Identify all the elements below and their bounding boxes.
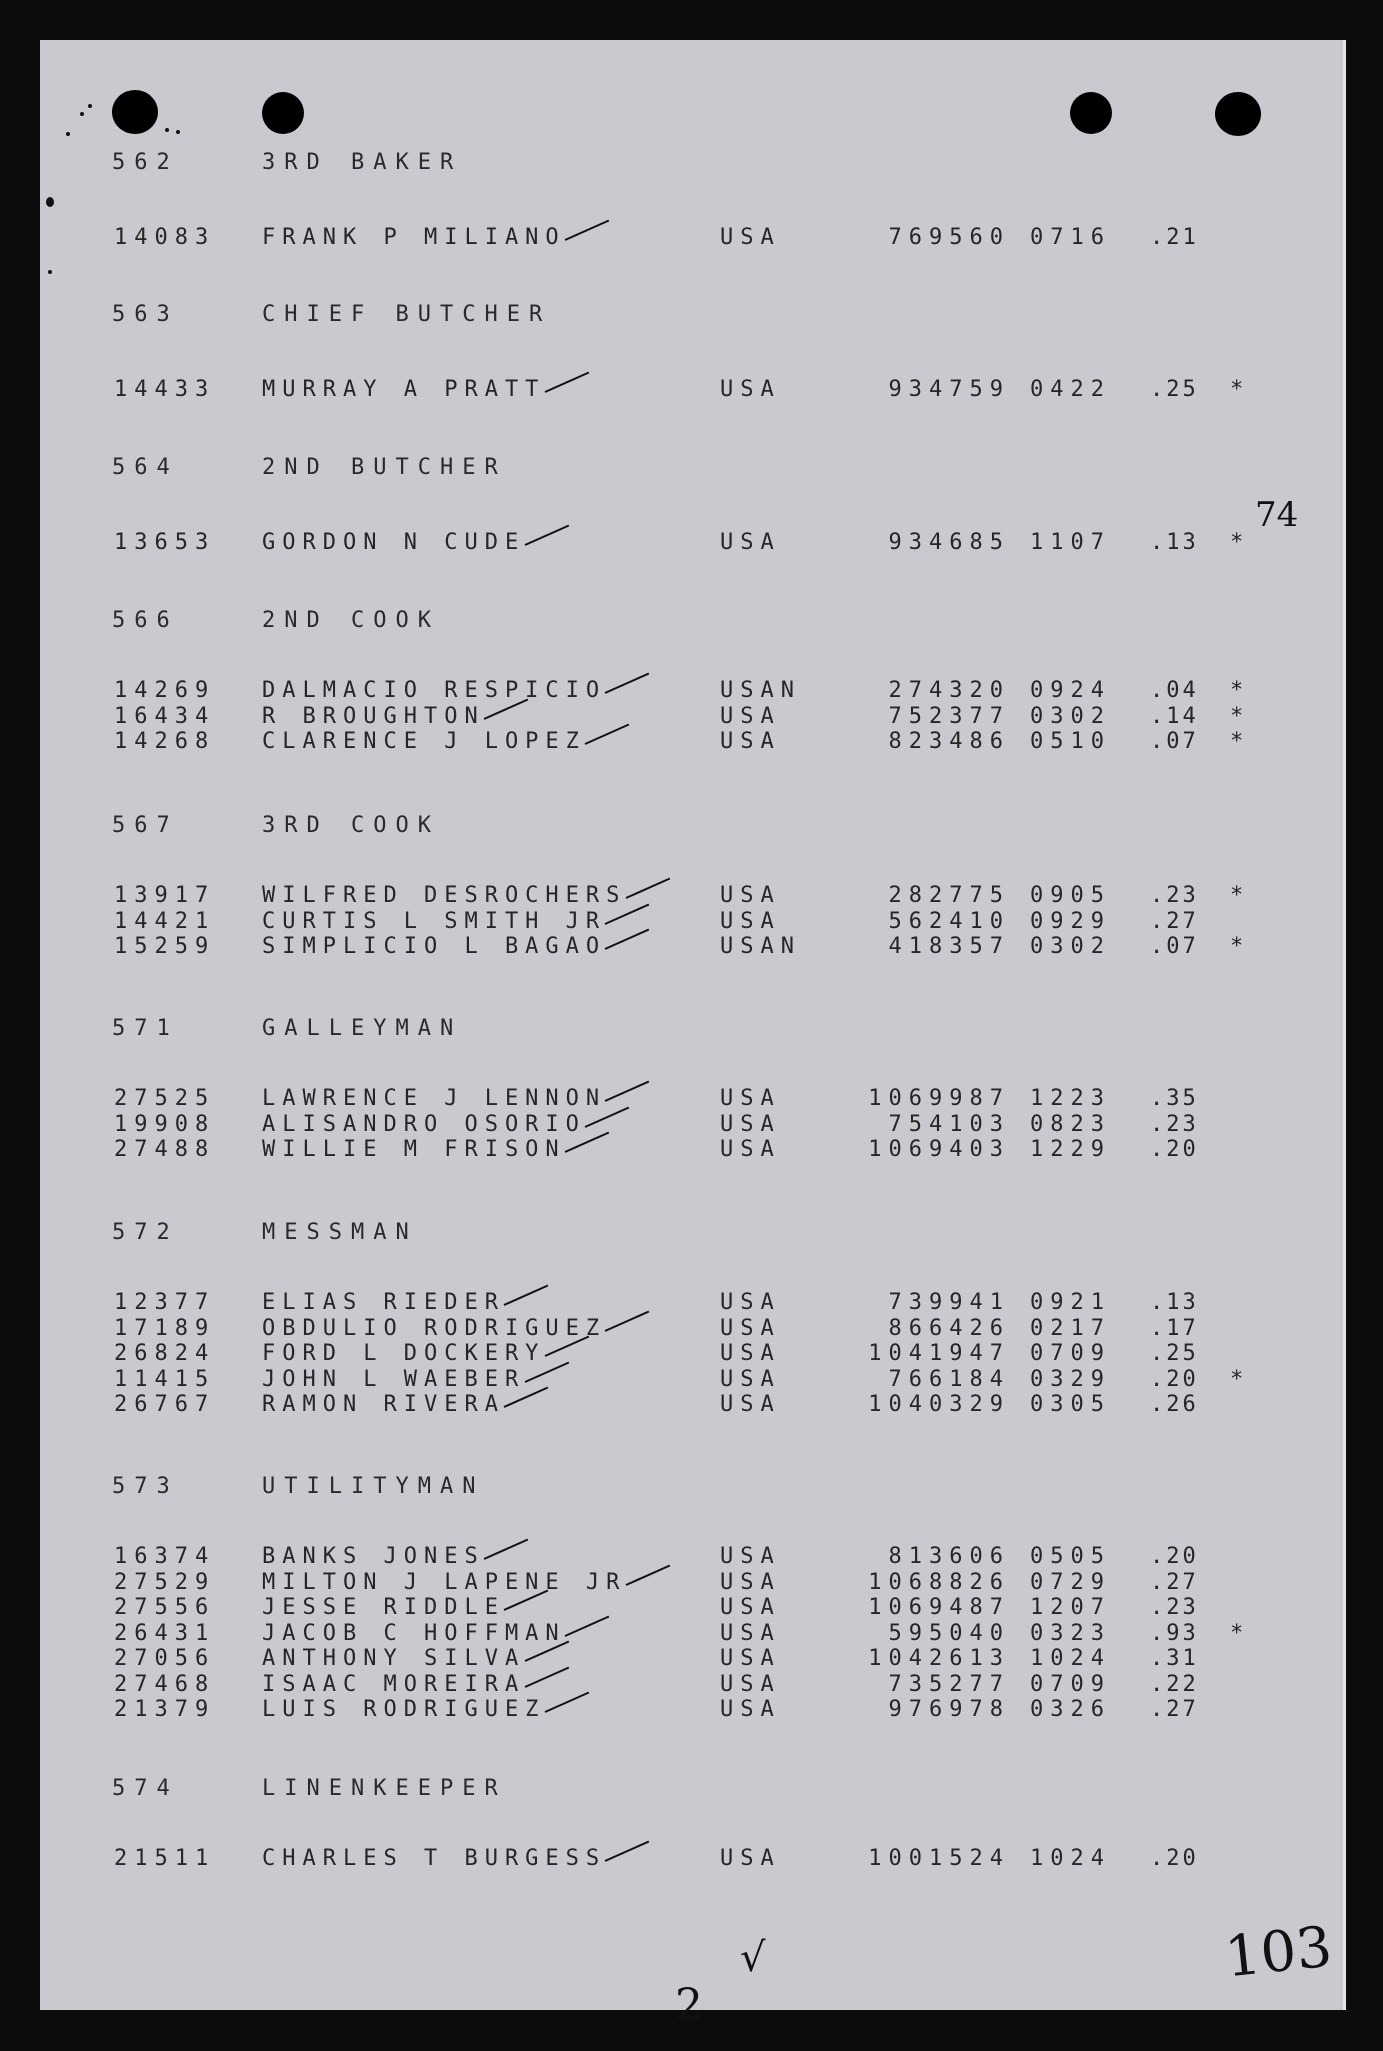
section-code: 563: [112, 302, 179, 327]
date-code: 0217: [1030, 1315, 1111, 1341]
crew-number: 15259: [114, 934, 216, 959]
rate: .07: [1150, 729, 1199, 754]
document-page: [40, 40, 1346, 2031]
date-code: 0505: [1030, 1544, 1111, 1569]
date-code: 0709: [1030, 1671, 1111, 1697]
check-mark: [524, 525, 569, 546]
nationality: USA: [720, 1697, 781, 1722]
date-code: 1229: [1030, 1137, 1111, 1162]
rate: .07: [1150, 934, 1199, 959]
section-title: UTILITYMAN: [262, 1474, 485, 1499]
speck: [88, 104, 92, 108]
margin-number: 74: [1255, 495, 1299, 535]
crew-row: [40, 530, 1343, 556]
id-number: 1069403: [868, 1137, 1010, 1162]
speck: [80, 112, 84, 116]
crew-name: ANTHONY SILVA: [262, 1646, 526, 1671]
crew-row: [40, 704, 1343, 730]
crew-number: 14083: [114, 225, 216, 250]
crew-number: 27056: [114, 1646, 216, 1671]
date-code: 0924: [1030, 678, 1111, 703]
crew-number: 14269: [114, 678, 216, 703]
asterisk-mark: *: [1230, 729, 1251, 754]
rate: .14: [1150, 703, 1199, 729]
nationality: USA: [720, 908, 781, 934]
rate: .25: [1150, 1341, 1199, 1366]
punch-hole: [1215, 92, 1261, 136]
section-title: GALLEYMAN: [262, 1016, 463, 1041]
rate: .25: [1150, 377, 1199, 402]
section-code: 567: [112, 813, 179, 838]
crew-name: LUIS RODRIGUEZ: [262, 1697, 546, 1722]
rate: .20: [1150, 1544, 1199, 1569]
id-number: 274320: [888, 678, 1010, 703]
nationality: USAN: [720, 678, 801, 703]
crew-number: 26767: [114, 1392, 216, 1417]
crew-name: FRANK P MILIANO: [262, 225, 566, 250]
nationality: USA: [720, 1086, 781, 1111]
nationality: USA: [720, 883, 781, 908]
nationality: USA: [720, 1671, 781, 1697]
rate: .35: [1150, 1086, 1199, 1111]
date-code: 1024: [1030, 1846, 1111, 1871]
crew-number: 21379: [114, 1697, 216, 1722]
id-number: 1001524: [868, 1846, 1010, 1871]
id-number: 735277: [888, 1671, 1010, 1697]
section-title: LINENKEEPER: [262, 1776, 507, 1801]
id-number: 1069487: [868, 1595, 1010, 1620]
crew-number: 11415: [114, 1366, 216, 1392]
crew-number: 27468: [114, 1671, 216, 1697]
crew-row: [40, 883, 1343, 909]
date-code: 0302: [1030, 934, 1111, 959]
crew-number: 14421: [114, 908, 216, 934]
crew-name: WILLIE M FRISON: [262, 1137, 566, 1162]
crew-name: R BROUGHTON: [262, 703, 485, 729]
speck: [165, 128, 169, 132]
crew-row: [40, 1595, 1343, 1621]
check-mark: [504, 1285, 549, 1306]
rate: .23: [1150, 1595, 1199, 1620]
id-number: 1069987: [868, 1086, 1010, 1111]
crew-number: 19908: [114, 1111, 216, 1137]
crew-name: JESSE RIDDLE: [262, 1595, 505, 1620]
crew-row: [40, 1367, 1343, 1393]
section-title: 3RD BAKER: [262, 150, 463, 175]
id-number: 282775: [888, 883, 1010, 908]
nationality: USA: [720, 703, 781, 729]
nationality: USA: [720, 1392, 781, 1417]
crew-name: RAMON RIVERA: [262, 1392, 505, 1417]
crew-row: [40, 1697, 1343, 1723]
id-number: 1068826: [868, 1569, 1010, 1595]
section-code: 571: [112, 1016, 179, 1041]
section-title: CHIEF BUTCHER: [262, 302, 552, 327]
rate: .22: [1150, 1671, 1199, 1697]
crew-name: FORD L DOCKERY: [262, 1341, 546, 1366]
punch-hole: [262, 92, 304, 134]
crew-name: MURRAY A PRATT: [262, 377, 546, 402]
nationality: USA: [720, 1111, 781, 1137]
rate: .20: [1150, 1137, 1199, 1162]
date-code: 0709: [1030, 1341, 1111, 1366]
section-code: 562: [112, 150, 179, 175]
nationality: USA: [720, 1290, 781, 1315]
crew-row: [40, 1341, 1343, 1367]
asterisk-mark: *: [1230, 1620, 1251, 1646]
rate: .13: [1150, 530, 1199, 555]
nationality: USA: [720, 1366, 781, 1392]
id-number: 934759: [888, 377, 1010, 402]
id-number: 754103: [888, 1111, 1010, 1137]
date-code: 0921: [1030, 1290, 1111, 1315]
speck: [66, 132, 70, 136]
speck: [48, 270, 52, 274]
nationality: USA: [720, 1569, 781, 1595]
crew-name: CLARENCE J LOPEZ: [262, 729, 586, 754]
date-code: 1024: [1030, 1646, 1111, 1671]
id-number: 562410: [888, 908, 1010, 934]
nationality: USA: [720, 1846, 781, 1871]
punch-hole: [1070, 92, 1112, 134]
page-number: 103: [1221, 1914, 1335, 1991]
date-code: 0305: [1030, 1392, 1111, 1417]
crew-number: 27525: [114, 1086, 216, 1111]
crew-number: 16434: [114, 703, 216, 729]
id-number: 823486: [888, 729, 1010, 754]
crew-row: [40, 1672, 1343, 1698]
crew-name: BANKS JONES: [262, 1544, 485, 1569]
date-code: 1207: [1030, 1595, 1111, 1620]
crew-row: [40, 729, 1343, 755]
check-mark: [605, 673, 650, 694]
asterisk-mark: *: [1230, 377, 1251, 402]
nationality: USA: [720, 1620, 781, 1646]
crew-row: [40, 1392, 1343, 1418]
rate: .20: [1150, 1366, 1199, 1392]
asterisk-mark: *: [1230, 703, 1251, 729]
date-code: 0510: [1030, 729, 1111, 754]
crew-number: 27529: [114, 1569, 216, 1595]
crew-row: [40, 1290, 1343, 1316]
nationality: USA: [720, 1137, 781, 1162]
crew-row: [40, 909, 1343, 935]
crew-name: JACOB C HOFFMAN: [262, 1620, 566, 1646]
id-number: 976978: [888, 1697, 1010, 1722]
section-code: 572: [112, 1220, 179, 1245]
crew-name: JOHN L WAEBER: [262, 1366, 526, 1392]
rate: .04: [1150, 678, 1199, 703]
id-number: 866426: [888, 1315, 1010, 1341]
crew-row: [40, 1137, 1343, 1163]
crew-number: 13653: [114, 530, 216, 555]
speck: [46, 197, 54, 207]
asterisk-mark: *: [1230, 934, 1251, 959]
rate: .93: [1150, 1620, 1199, 1646]
check-mark: [565, 220, 610, 241]
nationality: USA: [720, 1646, 781, 1671]
crew-number: 14433: [114, 377, 216, 402]
punch-hole: [112, 90, 158, 134]
date-code: 0716: [1030, 225, 1111, 250]
id-number: 595040: [888, 1620, 1010, 1646]
bottom-mark: 2: [675, 1980, 703, 2031]
nationality: USA: [720, 1595, 781, 1620]
crew-number: 26431: [114, 1620, 216, 1646]
nationality: USAN: [720, 934, 801, 959]
date-code: 0302: [1030, 703, 1111, 729]
asterisk-mark: *: [1230, 678, 1251, 703]
rate: .31: [1150, 1646, 1199, 1671]
section-code: 573: [112, 1474, 179, 1499]
rate: .27: [1150, 1697, 1199, 1722]
nationality: USA: [720, 1341, 781, 1366]
asterisk-mark: *: [1230, 530, 1251, 555]
crew-number: 17189: [114, 1315, 216, 1341]
crew-name: GORDON N CUDE: [262, 530, 526, 555]
check-mark: [484, 1539, 529, 1560]
rate: .17: [1150, 1315, 1199, 1341]
crew-row: [40, 1621, 1343, 1647]
rate: .20: [1150, 1846, 1199, 1871]
id-number: 752377: [888, 703, 1010, 729]
id-number: 934685: [888, 530, 1010, 555]
date-code: 0905: [1030, 883, 1111, 908]
crew-number: 14268: [114, 729, 216, 754]
crew-name: CURTIS L SMITH JR: [262, 908, 607, 934]
crew-number: 13917: [114, 883, 216, 908]
asterisk-mark: *: [1230, 1366, 1251, 1392]
date-code: 0929: [1030, 908, 1111, 934]
speck: [176, 130, 180, 134]
check-mark: [625, 878, 670, 899]
crew-row: [40, 377, 1343, 403]
nationality: USA: [720, 1544, 781, 1569]
crew-name: WILFRED DESROCHERS: [262, 883, 627, 908]
id-number: 418357: [888, 934, 1010, 959]
date-code: 0326: [1030, 1697, 1111, 1722]
check-mark: [605, 1841, 650, 1862]
rate: .27: [1150, 1569, 1199, 1595]
section-code: 566: [112, 608, 179, 633]
id-number: 1042613: [868, 1646, 1010, 1671]
id-number: 739941: [888, 1290, 1010, 1315]
crew-row: [40, 1846, 1343, 1872]
id-number: 1041947: [868, 1341, 1010, 1366]
crew-row: [40, 1570, 1343, 1596]
crew-row: [40, 678, 1343, 704]
section-code: 564: [112, 455, 179, 480]
nationality: USA: [720, 377, 781, 402]
section-title: MESSMAN: [262, 1220, 418, 1245]
crew-name: DALMACIO RESPICIO: [262, 678, 607, 703]
date-code: 0323: [1030, 1620, 1111, 1646]
bottom-tick: √: [740, 1935, 766, 1981]
crew-number: 16374: [114, 1544, 216, 1569]
crew-number: 26824: [114, 1341, 216, 1366]
crew-name: ISAAC MOREIRA: [262, 1671, 526, 1697]
date-code: 0729: [1030, 1569, 1111, 1595]
crew-number: 12377: [114, 1290, 216, 1315]
crew-name: ALISANDRO OSORIO: [262, 1111, 586, 1137]
id-number: 1040329: [868, 1392, 1010, 1417]
crew-row: [40, 225, 1343, 251]
date-code: 0823: [1030, 1111, 1111, 1137]
nationality: USA: [720, 729, 781, 754]
crew-name: CHARLES T BURGESS: [262, 1846, 607, 1871]
crew-name: ELIAS RIEDER: [262, 1290, 505, 1315]
nationality: USA: [720, 1315, 781, 1341]
crew-name: SIMPLICIO L BAGAO: [262, 934, 607, 959]
date-code: 1223: [1030, 1086, 1111, 1111]
nationality: USA: [720, 225, 781, 250]
date-code: 1107: [1030, 530, 1111, 555]
crew-row: [40, 1316, 1343, 1342]
id-number: 766184: [888, 1366, 1010, 1392]
crew-row: [40, 1086, 1343, 1112]
id-number: 769560: [888, 225, 1010, 250]
rate: .21: [1150, 225, 1199, 250]
rate: .23: [1150, 1111, 1199, 1137]
rate: .23: [1150, 883, 1199, 908]
date-code: 0329: [1030, 1366, 1111, 1392]
rate: .26: [1150, 1392, 1199, 1417]
section-code: 574: [112, 1776, 179, 1801]
section-title: 2ND BUTCHER: [262, 455, 507, 480]
check-mark: [544, 372, 589, 393]
crew-name: MILTON J LAPENE JR: [262, 1569, 627, 1595]
crew-row: [40, 934, 1343, 960]
nationality: USA: [720, 530, 781, 555]
section-title: 3RD COOK: [262, 813, 440, 838]
asterisk-mark: *: [1230, 883, 1251, 908]
crew-row: [40, 1544, 1343, 1570]
crew-row: [40, 1646, 1343, 1672]
crew-number: 27556: [114, 1595, 216, 1620]
crew-name: LAWRENCE J LENNON: [262, 1086, 607, 1111]
rate: .13: [1150, 1290, 1199, 1315]
check-mark: [605, 1081, 650, 1102]
crew-name: OBDULIO RODRIGUEZ: [262, 1315, 607, 1341]
id-number: 813606: [888, 1544, 1010, 1569]
crew-row: [40, 1112, 1343, 1138]
date-code: 0422: [1030, 377, 1111, 402]
rate: .27: [1150, 908, 1199, 934]
crew-number: 21511: [114, 1846, 216, 1871]
section-title: 2ND COOK: [262, 608, 440, 633]
crew-number: 27488: [114, 1137, 216, 1162]
